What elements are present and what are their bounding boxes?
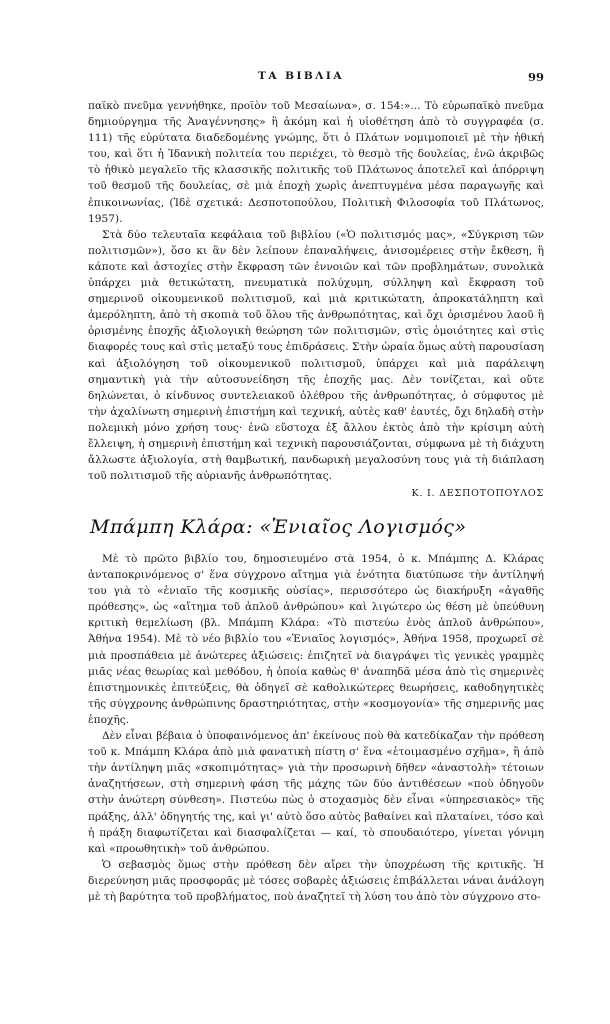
review-paragraph: Ὁ σεβασμὸς ὅμως στὴν πρόθεση δὲν αἴρει τὴν ὑποχρέωση τῆς κριτικῆς. Ἡ διερεύνηση μιᾶς προσφορᾶς μὲ τόσες σοβαρὲς ἀξιώσεις ἐπιβάλλεται νάναι ἀνάλογη μὲ τὴ βαρύτητα τοῦ προβλήματος, ποὺ ἀναζητεῖ τὴ λύση του ἀπὸ τὸν σύγχρονο στο- [88,858,544,903]
page-number: 99 [527,70,544,84]
review-body [88,551,544,905]
review-signature: Κ. Ι. ΔΕΣΠΟΤΟΠΟΥΛΟΣ [411,488,544,500]
review-paragraph: παϊκὸ πνεῦμα γεννήθηκε, προϊὸν τοῦ Μεσαίωνα», σ. 154:»... Τὸ εὐρωπαϊκὸ πνεῦμα δημιούργημα τῆς Ἀναγέννησης» ἢ ἀκόμη καὶ ἡ υἱοθέτηση ἀπὸ τὸ συγγραφέα (σ. 111) τῆς εὐρύτατα διαδεδομένης γνώμης, ὅτι ὁ Πλάτων νομιμοποιεῖ μὲ τὴν ἠθική του, καὶ ὅτι ἡ Ἰδανικὴ πολιτεία του περιέχει, τὸ θεσμὸ τῆς δουλείας, ἐνῶ ἀκριβῶς τὸ ἠθικὸ μεγαλεῖο τῆς κλασσικῆς πολιτικῆς τοῦ Πλάτωνος ἀποτελεῖ καὶ ἀπόρριψη τοῦ θεσμοῦ τῆς δουλείας, σὲ μιὰ ἐποχὴ χωρὶς ἀνεπτυγμένα μέσα παραγωγῆς καὶ ἐπικοινωνίας, (Ἰδὲ σχετικά: Δεσποτοπούλου, Πολιτικὴ Φιλοσοφία τοῦ Πλάτωνος, 1957). [88,100,544,225]
review-continuation [88,98,544,502]
running-title: ΤΑ ΒΙΒΛΙΑ [258,70,344,82]
review-paragraph: Δὲν εἶναι βέβαια ὁ ὑποφαινόμενος ἀπ' ἐκείνους ποὺ θὰ κατεδίκαζαν τὴν πρόθεση τοῦ κ. Μπάμπη Κλάρα ἀπὸ μιὰ φανατικὴ πίστη σ' ἕνα «ἑτοιμασμένο σχῆμα», ἢ ἀπὸ τὴν ἀντίληψη μιᾶς «σκοπιμότητας» γιὰ τὴν προσωρινὴ δῆθεν «ἀναστολὴ» τέτοιων ἀναζητήσεων, στὴ σημερινὴ φάση τῆς μάχης τῶν δύο ἀντιθέσεων «ποὺ ὁδηγοῦν στὴν ἀνώτερη σύνθεση». Πιστεύω πὼς ὁ στοχασμὸς δὲν εἶναι «ὑπηρεσιακὸς» τῆς πράξης, ἀλλ' ὁδηγητής της, καὶ γι' αὐτὸ ὅσο αὐτὸς βαθαίνει καὶ πλαταίνει, τόσο καὶ ἡ πράξη διαφωτίζεται καὶ διασφαλίζεται — καί, τὸ σπουδαιότερο, γίνεται γόνιμη καὶ «προωθητικὴ» τοῦ ἀνθρώπου. [88,730,544,855]
review-heading: Μπάμπη Κλάρα: «Ἑνιαῖος Λογισμός» [90,516,467,538]
review-paragraph: Μὲ τὸ πρῶτο βιβλίο του, δημοσιευμένο στὰ 1954, ὁ κ. Μπάμπης Δ. Κλάρας ἀνταποκρινόμενος σ' ἕνα σύγχρονο αἴτημα γιὰ ἑνότητα διατύπωσε τὴν ἀντίληψή του γιὰ τὸ «ἑνιαῖο τῆς κοσμικῆς οὐσίας», περισσότερο ὡς διακήρυξη «ἀγαθῆς πρόθεσης», ὡς «αἴτημα τοῦ ἁπλοῦ ἀνθρώπου» καὶ λιγώτερο ὡς θέση μὲ ὑπεύθυνη κριτικὴ θεμελίωση (βλ. Μπάμπη Κλάρα: «Τὸ πιστεύω ἑνὸς ἁπλοῦ ἀνθρώπου», Ἀθήνα 1954). Μὲ τὸ νέο βιβλίο του «Ἑνιαῖος λογισμός», Ἀθήνα 1958, προχωρεῖ σὲ μιὰ προσπάθεια μὲ ἀνώτερες ἀξιώσεις: ἐπιζητεῖ νὰ διαγράψει τὶς γενικὲς γραμμὲς μιᾶς νέας θεωρίας καὶ μεθόδου, ἡ ὁποία καθὼς θ' ἀναπηδᾶ μέσα ἀπὸ τὶς σημερινὲς ἐπιστημονικὲς ἐπιτεύξεις, θὰ ὁδηγεῖ σὲ καθολικώτερες θεωρήσεις, καθοδηγητικὲς τῆς σύγχρονης ἀνθρώπινης δραστηριότητας, στὴν «κοσμογονία» τῆς σημερινῆς μας ἐποχῆς. [88,553,544,726]
review-paragraph: Στὰ δύο τελευταῖα κεφάλαια τοῦ βιβλίου («Ὁ πολιτισμός μας», «Σύγκριση τῶν πολιτισμῶν»), ὅσο κι ἂν δὲν λείπουν ἐπαναλήψεις, ἀνισομέρειες στὴν ἔκθεση, ἢ κάποτε καὶ ἀστοχίες στὴν ἔκφραση τῶν ἐννοιῶν καὶ τῶν προβλημάτων, συνολικὰ ὑπάρχει μιὰ θετικώτατη, πνευματικὰ πολύχυμη, σύλληψη καὶ ἔκφραση τοῦ σημερινοῦ οἰκουμενικοῦ πολιτισμοῦ, καὶ μιὰ κριτικώτατη, ἀπροκατάληπτη καὶ ἀμερόληπτη, ἀπὸ τὴ σκοπιὰ τοῦ ὅλου τῆς ἀνθρωπότητας, καὶ ὄχι ὁρισμένου λαοῦ ἢ ὁρισμένης ἐποχῆς ἀξιολογικὴ θεώρηση τῶν πολιτισμῶν, στὶς ὁμοιότητες καὶ στὶς διαφορές τους καὶ στὶς μεταξύ τους ἐπιδράσεις. Στὴν ὡραία ὅμως αὐτὴ παρουσίαση καὶ ἀξιολόγηση τοῦ οἰκουμενικοῦ πολιτισμοῦ, ὑπάρχει καὶ μιὰ παράλειψη σημαντικὴ γιὰ τὴν αὐτοσυνείδηση τῆς ἐποχῆς μας. Δὲν τονίζεται, καὶ οὔτε δηλώνεται, ὁ κίνδυνος συντελειακοῦ ὀλέθρου τῆς ἀνθρωπότητας, ὁ σύμφυτος μὲ τὴν ἀχαλίνωτη σημερινὴ ἐπιστήμη καὶ τεχνική, αὐτὲς καθ' ἑαυτές, ὄχι δηλαδὴ στὴν πολεμικὴ μόνο χρήση τους· ἐνῶ εὔστοχα ἐξ ἄλλου ἐκτὸς ἀπὸ τὴν κρίσιμη αὐτὴ ἔλλειψη, ἡ σημερινὴ ἐπιστήμη καὶ τεχνικὴ παρουσιάζονται, σύμφωνα μὲ τὴ διάχυτη ἄλλωστε ἀξιολογία, στὴ θαμβωτική, πανδωρικὴ μεγαλοσύνη τους γιὰ τὴ διάπλαση τοῦ πολιτισμοῦ τῆς αὐριανῆς ἀνθρωπότητας. [88,228,544,483]
running-header [58,70,544,86]
